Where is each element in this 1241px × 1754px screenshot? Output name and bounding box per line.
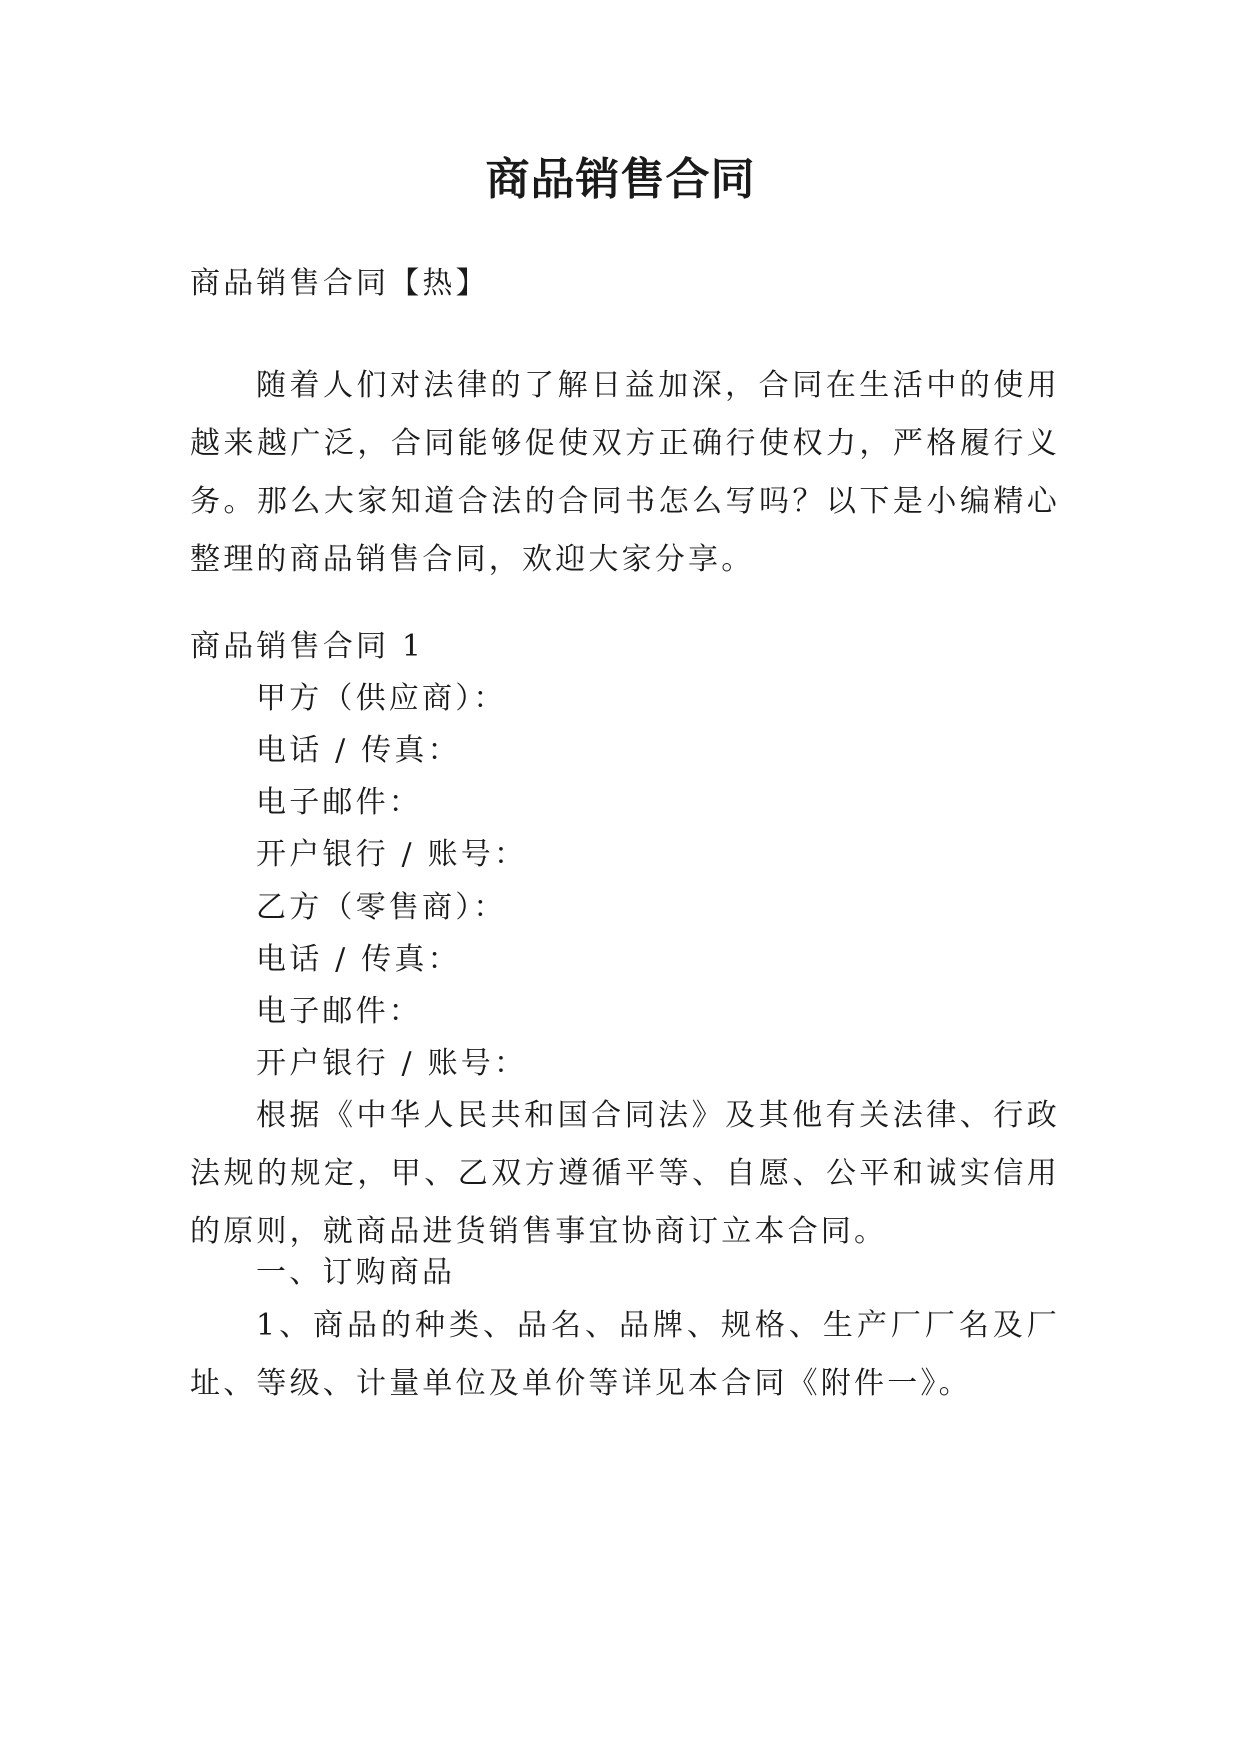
party-a-label: 甲方（供应商）： bbox=[256, 681, 507, 716]
clause-1-item-1: 1、商品的种类、品名、品牌、规格、生产厂厂名及厂址、等级、计量单位及单价等详见本合同《附件一》。 bbox=[190, 1308, 1060, 1401]
clause-1-heading: 一、订购商品 bbox=[256, 1255, 456, 1290]
party-a-bank-account: 开户银行 / 账号： bbox=[256, 837, 528, 872]
document-title: 商品销售合同 bbox=[485, 154, 756, 205]
party-a-phone-fax: 电话 / 传真： bbox=[256, 733, 461, 768]
document-subtitle: 商品销售合同【热】 bbox=[190, 266, 489, 301]
party-b-bank-account: 开户银行 / 账号： bbox=[256, 1046, 528, 1081]
party-a-email: 电子邮件： bbox=[256, 785, 422, 820]
party-b-email: 电子邮件： bbox=[256, 994, 422, 1029]
party-b-label: 乙方（零售商）： bbox=[256, 890, 507, 925]
preamble-paragraph: 根据《中华人民共和国合同法》及其他有关法律、行政法规的规定，甲、乙双方遵循平等、自愿、公平和诚实信用的原则，就商品进货销售事宜协商订立本合同。 bbox=[190, 1098, 1060, 1249]
party-b-phone-fax: 电话 / 传真： bbox=[256, 942, 461, 977]
section-heading: 商品销售合同 1 bbox=[190, 629, 425, 664]
intro-paragraph: 随着人们对法律的了解日益加深，合同在生活中的使用越来越广泛，合同能够促使双方正确行使权力，严格履行义务。那么大家知道合法的合同书怎么写吗？以下是小编精心整理的商品销售合同，欢迎大家分享。 bbox=[190, 368, 1060, 577]
